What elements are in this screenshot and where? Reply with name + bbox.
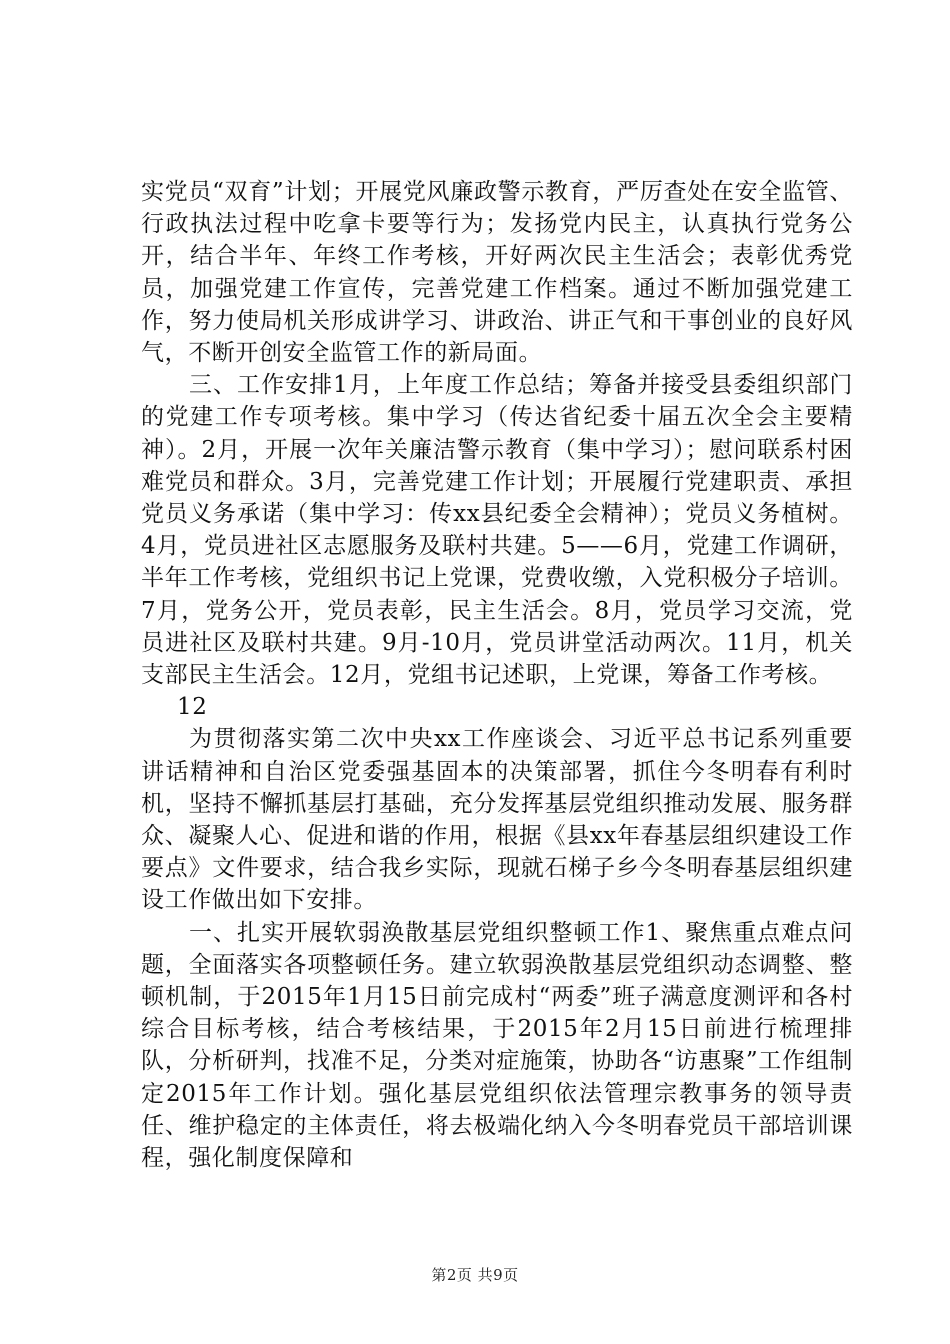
- page-footer: 第2页 共9页: [431, 1266, 519, 1284]
- paragraph-work-schedule: 三、工作安排1月，上年度工作总结；筹备并接受县委组织部门的党建工作专项考核。集中学习（传达省纪委十届五次全会主要精神）。2月，开展一次年关廉洁警示教育（集中学习）；慰问联系村困难党员和群众。3月，完善党建工作计划；开展履行党建职责、承担党员义务承诺（集中学习：传xx县纪委全会精神）；党员义务植树。4月，党员进社区志愿服务及联村共建。5——6月，党建工作调研，半年工作考核，党组织书记上党课，党费收缴，入党积极分子培训。7月，党务公开，党员表彰，民主生活会。8月，党员学习交流，党员进社区及联村共建。9月-10月，党员讲堂活动两次。11月，机关支部民主生活会。12月，党组书记述职，上党课，筹备工作考核。: [141, 372, 853, 689]
- document-body: [141, 176, 853, 1174]
- section-marker: 12: [177, 694, 208, 721]
- paragraph-continuation: 实党员“双育”计划；开展党风廉政警示教育，严厉查处在安全监管、行政执法过程中吃拿卡要等行为；发扬党内民主，认真执行党务公开，结合半年、年终工作考核，开好两次民主生活会；表彰优秀党员，加强党建工作宣传，完善党建工作档案。通过不断加强党建工作，努力使局机关形成讲学习、讲政治、讲正气和干事创业的良好风气，不断开创安全监管工作的新局面。: [141, 179, 853, 367]
- paragraph-introduction: 为贯彻落实第二次中央xx工作座谈会、习近平总书记系列重要讲话精神和自治区党委强基固本的决策部署，抓住今冬明春有利时机，坚持不懈抓基层打基础，充分发挥基层党组织推动发展、服务群众、凝聚人心、促进和谐的作用，根据《县xx年春基层组织建设工作要点》文件要求，结合我乡实际，现就石梯子乡今冬明春基层组织建设工作做出如下安排。: [141, 726, 853, 914]
- paragraph-section-one: 一、扎实开展软弱涣散基层党组织整顿工作1、聚焦重点难点问题，全面落实各项整顿任务。建立软弱涣散基层党组织动态调整、整顿机制，于2015年1月15日前完成村“两委”班子满意度测评和各村综合目标考核，结合考核结果，于2015年2月15日前进行梳理排队，分析研判，找准不足，分类对症施策，协助各“访惠聚”工作组制定2015年工作计划。强化基层党组织依法管理宗教事务的领导责任、维护稳定的主体责任，将去极端化纳入今冬明春党员干部培训课程，强化制度保障和: [141, 919, 853, 1172]
